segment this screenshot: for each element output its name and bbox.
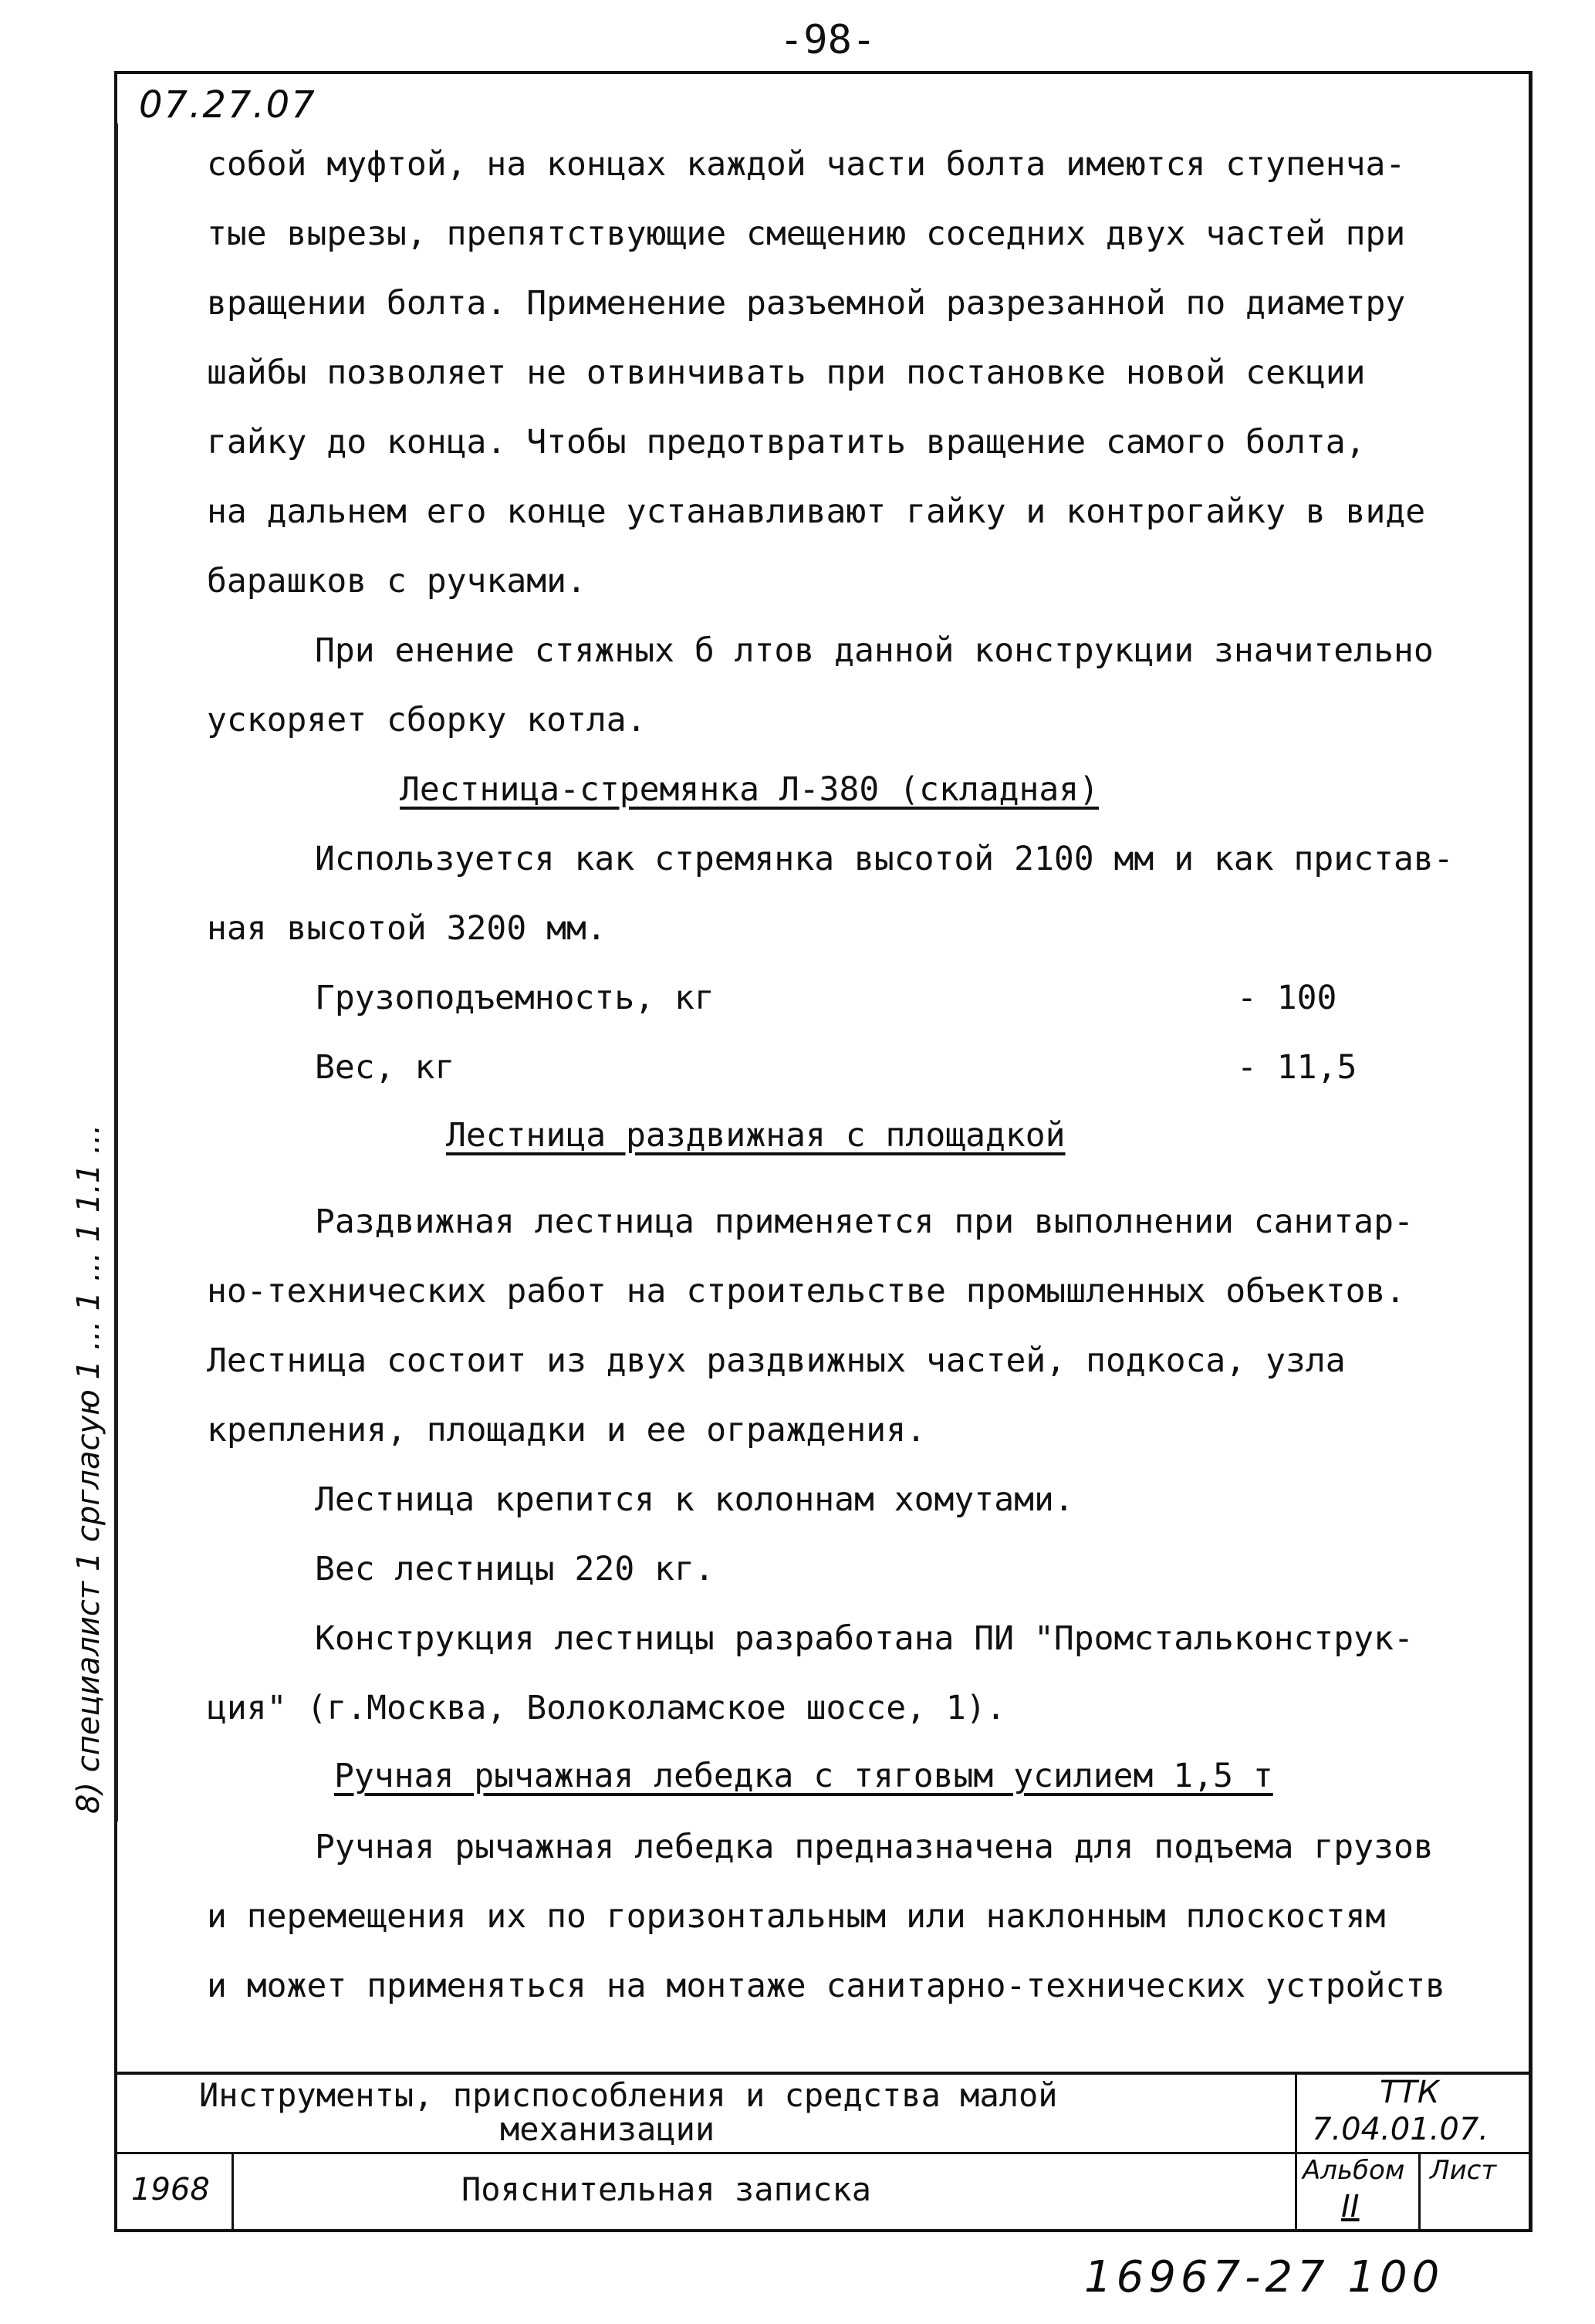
text-line: и может применяться на монтаже санитарно-технических устройств <box>207 1967 1446 2005</box>
margin-handwritten-note: 8) специалист 1 сргласую 1 ... 1 ... 1 1.1 ... <box>71 1124 106 1814</box>
spec-value: - 11,5 <box>1237 1048 1357 1087</box>
title-block <box>114 2072 1532 2232</box>
title-block-top-rule <box>114 2072 1532 2075</box>
text-line: Вес лестницы 220 кг. <box>315 1550 715 1588</box>
margin-approval-stamp <box>62 123 118 1822</box>
title-block-divider <box>1295 2072 1297 2232</box>
text-line: Ручная рычажная лебедка предназначена для подъема грузов <box>315 1828 1434 1866</box>
document-code: 07.27.07 <box>139 83 316 127</box>
title-block-title: Инструменты, приспособления и средства малой <box>199 2076 1058 2114</box>
section-heading-extension-ladder: Лестница раздвижная с площадкой <box>446 1116 1066 1155</box>
section-heading-winch: Ручная рычажная лебедка с тяговым усилием 1,5 т <box>334 1757 1273 1795</box>
text-line: вращении болта. Применение разъемной разрезанной по диаметру <box>207 284 1406 323</box>
text-line: шайбы позволяет не отвинчивать при постановке новой секции <box>207 354 1366 392</box>
text-line: Лестница крепится к колоннам хомутами. <box>315 1480 1074 1519</box>
album-value: II <box>1341 2189 1360 2224</box>
text-line: ускоряет сборку котла. <box>207 701 647 739</box>
text-line: барашков с ручками. <box>207 562 586 600</box>
section-heading-ladder: Лестница-стремянка Л-380 (складная) <box>400 770 1100 809</box>
text-line: но-технических работ на строительстве промышленных объектов. <box>207 1272 1406 1311</box>
spec-label: Вес, кг <box>315 1048 455 1087</box>
title-block-subtitle: Пояснительная записка <box>461 2170 872 2208</box>
title-block-divider <box>1418 2152 1421 2232</box>
ttk-code: 7.04.01.07. <box>1312 2112 1489 2147</box>
archive-number: 16967-27 100 <box>1084 2252 1445 2302</box>
text-line: ная высотой 3200 мм. <box>207 909 607 948</box>
text-line: Раздвижная лестница применяется при выполнении санитар- <box>315 1203 1414 1241</box>
title-block-title-cont: механизации <box>500 2110 715 2148</box>
title-block-mid-rule <box>114 2152 1532 2154</box>
text-line: собой муфтой, на концах каждой части болта имеются ступенча- <box>207 145 1406 184</box>
text-line: и перемещения их по горизонтальным или наклонным плоскостям <box>207 1897 1386 1936</box>
text-line: гайку до конца. Чтобы предотвратить вращение самого болта, <box>207 423 1366 462</box>
text-line: Лестница состоит из двух раздвижных частей, подкоса, узла <box>207 1341 1346 1380</box>
sheet-label: Лист <box>1430 2155 1497 2186</box>
page-number: -98- <box>779 17 877 63</box>
spec-label: Грузоподъемность, кг <box>315 979 715 1017</box>
title-block-divider <box>231 2152 234 2232</box>
ttk-label: ТТК <box>1380 2075 1440 2110</box>
year: 1968 <box>131 2172 210 2207</box>
text-line: крепления, площадки и ее ограждения. <box>207 1411 926 1450</box>
text-line: При енение стяжных б лтов данной конструкции значительно <box>315 631 1434 670</box>
text-line: на дальнем его конце устанавливают гайку и контрогайку в виде <box>207 492 1426 531</box>
album-label: Альбом <box>1303 2155 1405 2186</box>
text-line: ция" (г.Москва, Волоколамское шоссе, 1). <box>207 1689 1006 1727</box>
text-line: Конструкция лестницы разработана ПИ "Промстальконструк- <box>315 1619 1414 1658</box>
spec-value: - 100 <box>1237 979 1337 1017</box>
text-line: Используется как стремянка высотой 2100 мм и как пристав- <box>315 840 1454 878</box>
text-line: тые вырезы, препятствующие смещению соседних двух частей при <box>207 215 1406 253</box>
